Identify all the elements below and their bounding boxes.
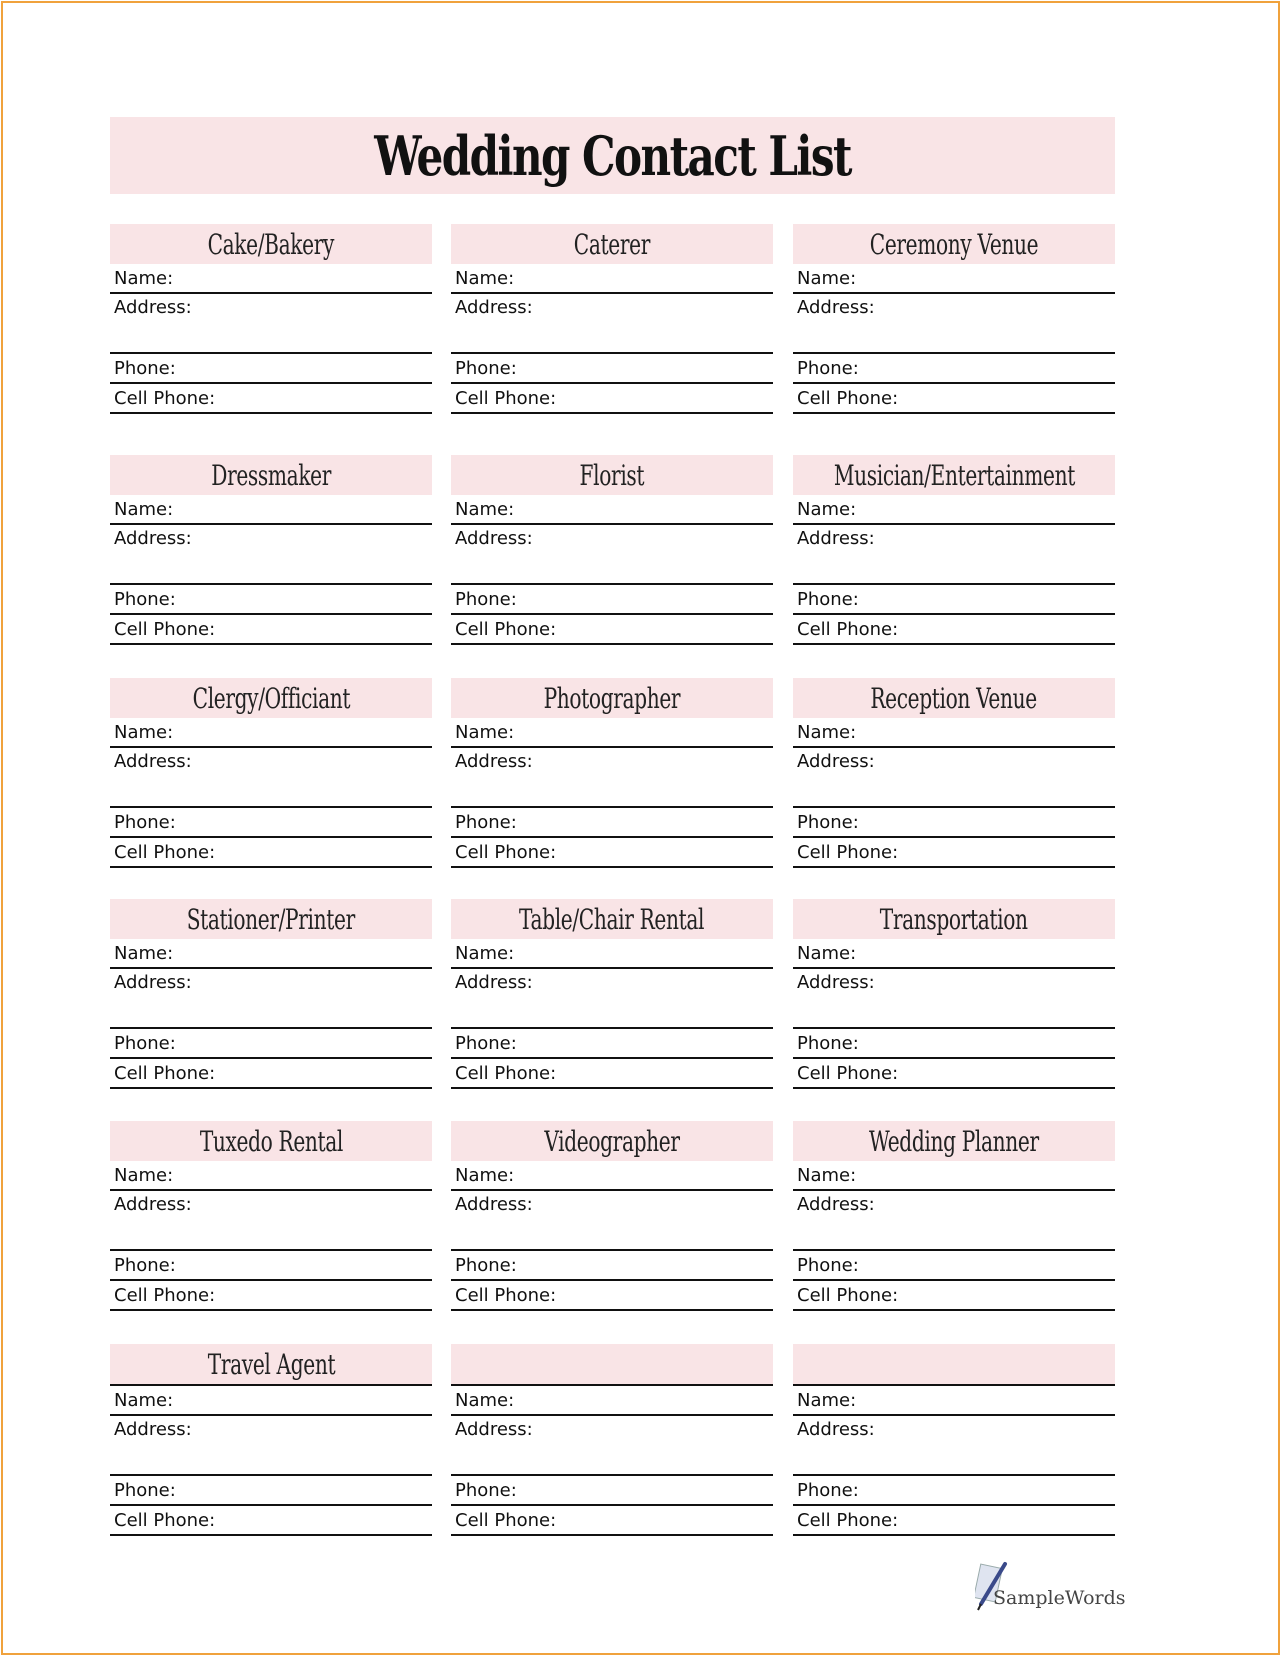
- contact-card: [451, 1121, 773, 1311]
- cell-phone-field[interactable]: [793, 1281, 1115, 1311]
- phone-field-label: Phone:: [797, 589, 859, 610]
- name-field-label: Name:: [114, 1165, 174, 1186]
- name-field-label: Name:: [797, 268, 857, 289]
- cell-phone-field[interactable]: [793, 838, 1115, 868]
- name-field-label: Name:: [114, 268, 174, 289]
- card-header: [451, 1121, 773, 1161]
- contact-card: [793, 224, 1115, 414]
- card-title: Florist: [579, 458, 645, 492]
- contact-card: [110, 224, 432, 414]
- card-title: Dressmaker: [211, 458, 331, 492]
- card-title: Tuxedo Rental: [199, 1124, 343, 1158]
- cell-phone-field-label: Cell Phone:: [797, 1510, 899, 1531]
- cell-phone-field[interactable]: [110, 838, 432, 868]
- name-field[interactable]: [451, 1386, 773, 1416]
- phone-field-label: Phone:: [455, 1033, 517, 1054]
- contact-card: [793, 899, 1115, 1089]
- cell-phone-field[interactable]: [110, 1506, 432, 1536]
- contact-card: [110, 899, 432, 1089]
- card-header: [793, 455, 1115, 495]
- address-field[interactable]: [451, 1416, 773, 1476]
- address-field-label: Address:: [455, 972, 533, 993]
- phone-field-label: Phone:: [797, 1255, 859, 1276]
- address-field[interactable]: [793, 748, 1115, 808]
- phone-field-label: Phone:: [114, 358, 176, 379]
- cell-phone-field[interactable]: [451, 1059, 773, 1089]
- contact-card: [793, 1121, 1115, 1311]
- card-header: [110, 899, 432, 939]
- address-field[interactable]: [451, 525, 773, 585]
- contact-card: [110, 1121, 432, 1311]
- contact-card: [451, 678, 773, 868]
- phone-field[interactable]: [451, 1476, 773, 1506]
- card-header: [110, 1121, 432, 1161]
- card-header: [451, 899, 773, 939]
- cell-phone-field[interactable]: [110, 615, 432, 645]
- address-field-label: Address:: [797, 528, 875, 549]
- cell-phone-field-label: Cell Phone:: [455, 1285, 557, 1306]
- cell-phone-field-label: Cell Phone:: [455, 842, 557, 863]
- cell-phone-field-label: Cell Phone:: [114, 842, 216, 863]
- phone-field[interactable]: [110, 1251, 432, 1281]
- name-field-label: Name:: [114, 943, 174, 964]
- card-header: [793, 678, 1115, 718]
- contact-card: [793, 1344, 1115, 1536]
- name-field-label: Name:: [797, 499, 857, 520]
- card-header: [451, 678, 773, 718]
- address-field-label: Address:: [114, 1194, 192, 1215]
- card-header: [110, 678, 432, 718]
- address-field[interactable]: [451, 748, 773, 808]
- card-header: [451, 224, 773, 264]
- phone-field-label: Phone:: [114, 812, 176, 833]
- name-field-label: Name:: [455, 499, 515, 520]
- address-field-label: Address:: [797, 972, 875, 993]
- card-title: Cake/Bakery: [207, 227, 335, 261]
- address-field[interactable]: [793, 525, 1115, 585]
- phone-field[interactable]: [110, 354, 432, 384]
- address-field[interactable]: [793, 294, 1115, 354]
- name-field[interactable]: [110, 495, 432, 525]
- phone-field-label: Phone:: [114, 1033, 176, 1054]
- cell-phone-field[interactable]: [793, 384, 1115, 414]
- address-field[interactable]: [110, 294, 432, 354]
- card-header: [793, 224, 1115, 264]
- phone-field-label: Phone:: [114, 1480, 176, 1501]
- phone-field-label: Phone:: [797, 1480, 859, 1501]
- name-field[interactable]: [793, 1161, 1115, 1191]
- samplewords-logo: [975, 1560, 1126, 1610]
- address-field[interactable]: [110, 748, 432, 808]
- address-field[interactable]: [451, 294, 773, 354]
- name-field-label: Name:: [797, 1390, 857, 1411]
- address-field[interactable]: [110, 969, 432, 1029]
- name-field[interactable]: [793, 939, 1115, 969]
- address-field-label: Address:: [114, 751, 192, 772]
- phone-field-label: Phone:: [114, 589, 176, 610]
- card-title: Photographer: [543, 681, 681, 715]
- card-title: Ceremony Venue: [869, 227, 1039, 261]
- address-field-label: Address:: [455, 528, 533, 549]
- cell-phone-field[interactable]: [793, 1506, 1115, 1536]
- card-title: Stationer/Printer: [186, 902, 356, 936]
- page-title: Wedding Contact List: [374, 123, 851, 188]
- address-field-label: Address:: [797, 297, 875, 318]
- contact-card: [451, 224, 773, 414]
- name-field[interactable]: [451, 264, 773, 294]
- cell-phone-field-label: Cell Phone:: [114, 1285, 216, 1306]
- phone-field-label: Phone:: [455, 358, 517, 379]
- name-field[interactable]: [793, 1386, 1115, 1416]
- contact-card: [110, 678, 432, 868]
- address-field[interactable]: [110, 1191, 432, 1251]
- cell-phone-field-label: Cell Phone:: [455, 1510, 557, 1531]
- phone-field-label: Phone:: [797, 358, 859, 379]
- address-field-label: Address:: [797, 1419, 875, 1440]
- address-field-label: Address:: [455, 1194, 533, 1215]
- card-title: Transportation: [880, 902, 1028, 936]
- name-field-label: Name:: [797, 943, 857, 964]
- name-field[interactable]: [451, 718, 773, 748]
- phone-field-label: Phone:: [455, 589, 517, 610]
- address-field[interactable]: [110, 525, 432, 585]
- phone-field[interactable]: [451, 354, 773, 384]
- phone-field-label: Phone:: [797, 1033, 859, 1054]
- card-header: [110, 455, 432, 495]
- name-field-label: Name:: [455, 1165, 515, 1186]
- name-field-label: Name:: [797, 1165, 857, 1186]
- contact-card: [110, 1344, 432, 1536]
- phone-field[interactable]: [793, 1476, 1115, 1506]
- contact-card: [451, 1344, 773, 1536]
- address-field-label: Address:: [797, 1194, 875, 1215]
- name-field[interactable]: [110, 264, 432, 294]
- address-field-label: Address:: [114, 297, 192, 318]
- cell-phone-field-label: Cell Phone:: [114, 619, 216, 640]
- contact-card: [793, 678, 1115, 868]
- address-field-label: Address:: [114, 972, 192, 993]
- name-field-label: Name:: [455, 943, 515, 964]
- phone-field[interactable]: [793, 354, 1115, 384]
- address-field-label: Address:: [114, 528, 192, 549]
- address-field[interactable]: [110, 1416, 432, 1476]
- phone-field[interactable]: [110, 585, 432, 615]
- address-field-label: Address:: [114, 1419, 192, 1440]
- address-field[interactable]: [793, 969, 1115, 1029]
- address-field-label: Address:: [455, 751, 533, 772]
- name-field-label: Name:: [455, 722, 515, 743]
- card-title: Caterer: [573, 227, 651, 261]
- phone-field[interactable]: [793, 1251, 1115, 1281]
- cell-phone-field-label: Cell Phone:: [455, 388, 557, 409]
- name-field[interactable]: [110, 718, 432, 748]
- name-field[interactable]: [451, 1161, 773, 1191]
- name-field-label: Name:: [114, 1390, 174, 1411]
- name-field[interactable]: [110, 939, 432, 969]
- card-header: [451, 1344, 773, 1386]
- address-field[interactable]: [793, 1191, 1115, 1251]
- address-field[interactable]: [451, 969, 773, 1029]
- address-field-label: Address:: [455, 297, 533, 318]
- name-field-label: Name:: [114, 499, 174, 520]
- name-field[interactable]: [793, 264, 1115, 294]
- card-title: Travel Agent: [207, 1347, 335, 1381]
- address-field-label: Address:: [797, 751, 875, 772]
- phone-field[interactable]: [451, 808, 773, 838]
- phone-field[interactable]: [793, 585, 1115, 615]
- phone-field[interactable]: [451, 1251, 773, 1281]
- cell-phone-field[interactable]: [451, 838, 773, 868]
- cell-phone-field[interactable]: [793, 615, 1115, 645]
- card-title: Wedding Planner: [869, 1124, 1039, 1158]
- phone-field-label: Phone:: [114, 1255, 176, 1276]
- contact-card: [110, 455, 432, 645]
- card-header: [451, 455, 773, 495]
- phone-field[interactable]: [110, 1029, 432, 1059]
- contact-card: [451, 455, 773, 645]
- card-title: Reception Venue: [870, 681, 1038, 715]
- name-field-label: Name:: [797, 722, 857, 743]
- name-field[interactable]: [793, 495, 1115, 525]
- phone-field[interactable]: [110, 808, 432, 838]
- cell-phone-field[interactable]: [451, 384, 773, 414]
- cell-phone-field-label: Cell Phone:: [797, 1063, 899, 1084]
- name-field[interactable]: [793, 718, 1115, 748]
- cell-phone-field[interactable]: [451, 1281, 773, 1311]
- cell-phone-field-label: Cell Phone:: [114, 388, 216, 409]
- cell-phone-field-label: Cell Phone:: [797, 842, 899, 863]
- cell-phone-field-label: Cell Phone:: [114, 1510, 216, 1531]
- name-field-label: Name:: [455, 268, 515, 289]
- phone-field-label: Phone:: [455, 812, 517, 833]
- logo-text: SampleWords: [993, 1587, 1126, 1609]
- name-field[interactable]: [451, 495, 773, 525]
- title-banner: [110, 117, 1115, 194]
- cell-phone-field-label: Cell Phone:: [797, 1285, 899, 1306]
- cell-phone-field-label: Cell Phone:: [797, 619, 899, 640]
- cell-phone-field[interactable]: [110, 384, 432, 414]
- cell-phone-field-label: Cell Phone:: [455, 1063, 557, 1084]
- cell-phone-field[interactable]: [793, 1059, 1115, 1089]
- address-field[interactable]: [451, 1191, 773, 1251]
- cell-phone-field[interactable]: [110, 1059, 432, 1089]
- card-title: Musician/Entertainment: [833, 458, 1075, 492]
- cell-phone-field[interactable]: [451, 1506, 773, 1536]
- address-field-label: Address:: [455, 1419, 533, 1440]
- contact-card: [793, 455, 1115, 645]
- cell-phone-field-label: Cell Phone:: [455, 619, 557, 640]
- card-header: [110, 1344, 432, 1386]
- name-field-label: Name:: [114, 722, 174, 743]
- card-title: Videographer: [544, 1124, 680, 1158]
- cell-phone-field[interactable]: [110, 1281, 432, 1311]
- cell-phone-field-label: Cell Phone:: [797, 388, 899, 409]
- phone-field[interactable]: [793, 808, 1115, 838]
- contact-card: [451, 899, 773, 1089]
- name-field[interactable]: [451, 939, 773, 969]
- phone-field[interactable]: [451, 585, 773, 615]
- card-title: Table/Chair Rental: [519, 902, 705, 936]
- phone-field-label: Phone:: [455, 1480, 517, 1501]
- phone-field[interactable]: [110, 1476, 432, 1506]
- cell-phone-field-label: Cell Phone:: [114, 1063, 216, 1084]
- card-header: [793, 1344, 1115, 1386]
- address-field[interactable]: [793, 1416, 1115, 1476]
- phone-field-label: Phone:: [455, 1255, 517, 1276]
- name-field[interactable]: [110, 1386, 432, 1416]
- name-field[interactable]: [110, 1161, 432, 1191]
- cell-phone-field[interactable]: [451, 615, 773, 645]
- phone-field-label: Phone:: [797, 812, 859, 833]
- phone-field[interactable]: [451, 1029, 773, 1059]
- card-title: Clergy/Officiant: [192, 681, 350, 715]
- card-header: [793, 899, 1115, 939]
- phone-field[interactable]: [793, 1029, 1115, 1059]
- card-header: [110, 224, 432, 264]
- card-header: [793, 1121, 1115, 1161]
- name-field-label: Name:: [455, 1390, 515, 1411]
